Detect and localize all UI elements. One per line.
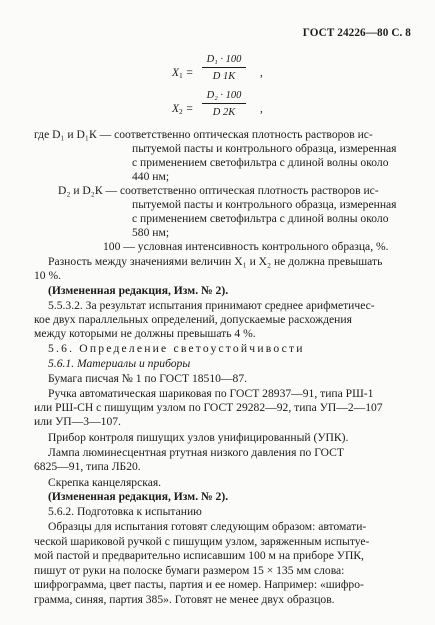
legend-d1: где D₁ и D₁К — соответственно оптическая плотность растворов ис- bbox=[34, 128, 373, 141]
formula-x1 bbox=[172, 54, 292, 88]
legend-d1-cont1: пытуемой пасты и контрольного образца, измеренная bbox=[132, 142, 397, 155]
clause-5-6-1: 5.6.1. Материалы и приборы bbox=[48, 357, 191, 370]
legend-d1-cont3: 440 нм; bbox=[132, 170, 170, 183]
para-samples-cont3: пишут от руки на полоске бумаги размером 15 × 135 мм слова: bbox=[34, 564, 345, 577]
legend-d2-cont3: 580 нм; bbox=[132, 226, 170, 239]
formula-x2-denominator: D 2K bbox=[212, 107, 236, 118]
formula-x1-numerator: D₁ · 100 bbox=[206, 54, 242, 65]
legend-d2-cont2: с применением светофильтра с длиной волны около bbox=[132, 212, 389, 225]
legend-100: 100 — условная интенсивность контрольного образца, %. bbox=[103, 240, 389, 253]
formula-x1-fraction bbox=[202, 53, 246, 83]
legend-d2: D₂ и D₂К — соответственно оптическая плотность растворов ис- bbox=[58, 184, 379, 197]
clause-5-5-3-2-cont2: между которыми не должны превышать 4 %. bbox=[34, 327, 256, 340]
page-header: ГОСТ 24226—80 С. 8 bbox=[302, 27, 411, 39]
formula-x2-numerator: D₂ · 100 bbox=[206, 90, 242, 101]
amendment-note-2: (Измененная редакция, Изм. № 2). bbox=[48, 490, 229, 503]
formula-x1-lhs: $X_1$ = bbox=[172, 67, 194, 80]
legend-d1-cont2: с применением светофильтра с длиной волны около bbox=[132, 156, 389, 169]
formula-x2 bbox=[172, 90, 292, 124]
para-samples-cont5: грамма, синяя, партия 385». Готовят не менее двух образцов. bbox=[34, 593, 335, 606]
amendment-note-1: (Измененная редакция, Изм. № 2). bbox=[48, 284, 229, 297]
item-lamp: Лампа люминесцентная ртутная низкого давления по ГОСТ bbox=[48, 446, 344, 459]
para-samples-cont4: шифрограмма, цвет пасты, партия и ее номер. Например: «шифро- bbox=[34, 578, 364, 591]
item-pen: Ручка автоматическая шариковая по ГОСТ 28937—91, типа РШ-1 bbox=[48, 387, 374, 400]
item-device: Прибор контроля пишущих узлов унифицированный (УПК). bbox=[48, 431, 349, 444]
legend-d2-cont1: пытуемой пасты и контрольного образца, измеренная bbox=[132, 198, 397, 211]
clause-5-6-2: 5.6.2. Подготовка к испытанию bbox=[48, 505, 202, 518]
formula-x2-lhs: $X_2$ = bbox=[172, 103, 194, 116]
formula-x1-comma: , bbox=[260, 67, 263, 79]
para-samples-cont1: ческой шариковой ручкой с пишущим узлом, заряженным испытуе- bbox=[34, 535, 370, 548]
item-clip: Скрепка канцелярская. bbox=[48, 476, 162, 489]
formula-x2-comma: , bbox=[260, 103, 263, 115]
clause-5-5-3-2: 5.5.3.2. За результат испытания принимают среднее арифметичес- bbox=[48, 299, 375, 312]
item-lamp-cont: 6825—91, типа ЛБ20. bbox=[34, 460, 141, 473]
section-5-6-title: 5.6. Определение светоустойчивости bbox=[48, 342, 305, 355]
text-difference: Разность между значениями величин X₁ и X₂ не должна превышать bbox=[48, 255, 383, 268]
clause-5-5-3-2-cont1: кое двух параллельных определений, допускаемые расхождения bbox=[34, 313, 352, 326]
para-samples-cont2: мой пастой и предварительно исписавшим 100 м на приборе УПК, bbox=[34, 549, 364, 562]
text-difference-cont: 10 %. bbox=[34, 269, 62, 282]
formula-x1-denominator: D 1K bbox=[212, 71, 236, 82]
para-samples: Образцы для испытания готовят следующим образом: автомати- bbox=[48, 520, 367, 533]
item-paper: Бумага писчая № 1 по ГОСТ 18510—87. bbox=[48, 372, 248, 385]
formula-x2-fraction bbox=[202, 89, 246, 119]
item-pen-cont2: или УП—3—107. bbox=[34, 415, 121, 428]
item-pen-cont1: или РШ-СН с пишущим узлом по ГОСТ 29282—92, типа УП—2—107 bbox=[34, 401, 383, 414]
